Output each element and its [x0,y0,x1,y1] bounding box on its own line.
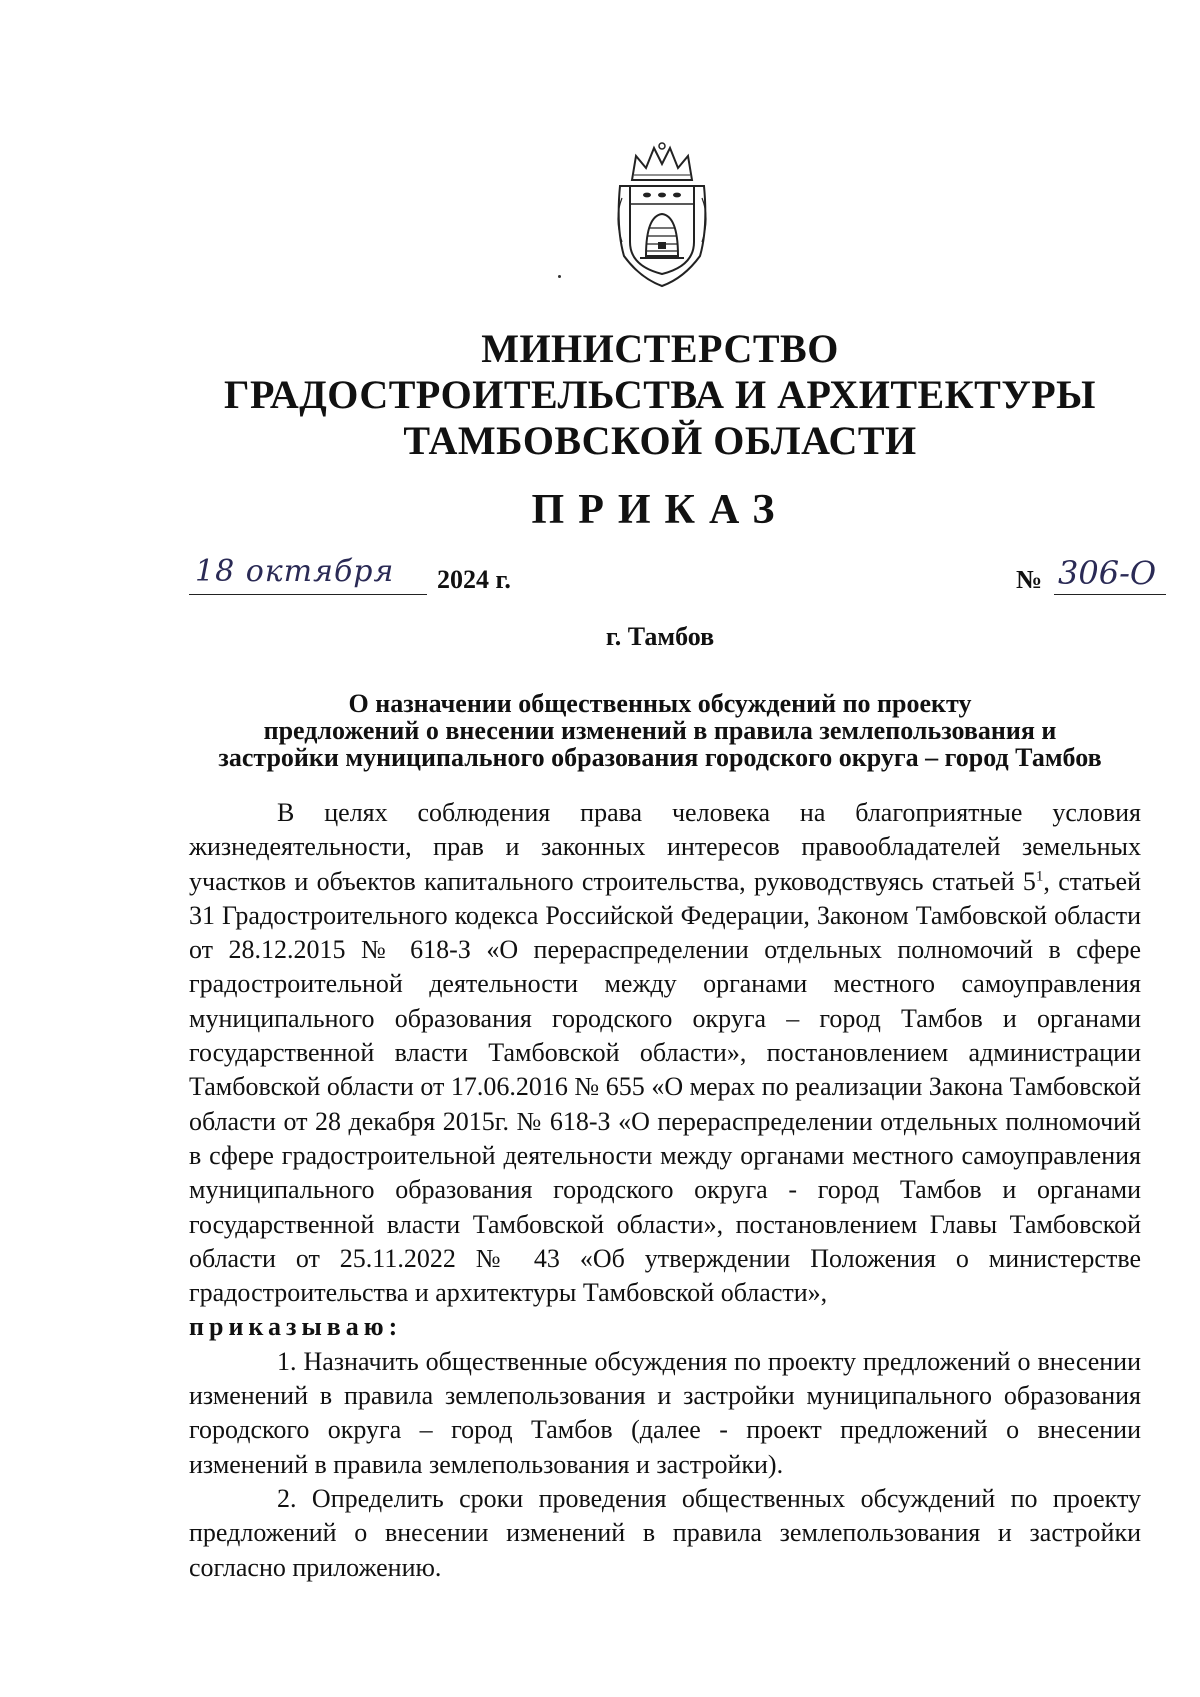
order-word-paragraph [189,1310,1141,1344]
preamble-text-1: В целях соблюдения права человека на благоприятные условия жизнедеятельности, прав и законных интересов правообладателей земельных участков и объектов капитального строительства, руководствуясь статьей 5 [189,798,1141,896]
ministry-name-line-2: ГРАДОСТРОИТЕЛЬСТВА И АРХИТЕКТУРЫ [224,372,1096,417]
scan-speck [558,275,561,278]
handwritten-number: 306-О [1058,554,1157,592]
city-of-issue: г. Тамбов [605,622,715,651]
preamble-text-2: , статьей 31 Градостроительного кодекса Российской Федерации, Законом Тамбовской области от 28.12.2015 № 618-З «О перераспределении отдельных полномочий в сфере градостроительной деятельности между органами местного самоуправления муниципального образования городского округа – город Тамбов и органами государственной власти Тамбовской области», постановлением администрации Тамбовской области от 17.06.2016 № 655 «О мерах по реализации Закона Тамбовской области от 28 декабря 2015г. № 618-З «О перераспределении отдельных полномочий в сфере градостроительной деятельности между органами местного самоуправления муниципального образования городского округа - город Тамбов и органами государственной власти Тамбовской области», постановлением Главы Тамбовской области от 25.11.2022 № 43 «Об утверждении Положения о министерстве градостроительства и архитектуры Тамбовской области», [189,866,1141,1308]
document-type-title: ПРИКАЗ [531,487,789,533]
ministry-name-line-3: ТАМБОВСКОЙ ОБЛАСТИ [403,418,917,463]
article-superscript: 1 [1035,867,1044,884]
order-item-2: 2. Определить сроки проведения общественных обсуждений по проекту предложений о внесении изменений в правила землепользования и застройки согласно приложению. [189,1483,1141,1582]
ministry-name-line-1: МИНИСТЕРСТВО [481,326,839,371]
subject-line-3: застройки муниципального образования городского округа – город Тамбов [218,743,1102,772]
handwritten-date-field [189,554,427,595]
order-subject [180,690,1140,771]
order-year: 2024 г. [437,565,511,594]
coat-of-arms-tambov-icon [612,138,712,288]
order-body [189,796,1141,1585]
handwritten-number-field [1054,554,1166,595]
order-item-1: 1. Назначить общественные обсуждения по проекту предложений о внесении изменений в правила землепользования и застройки муниципального образования городского округа – город Тамбов (далее - проект предложений о внесении изменений в правила землепользования и застройки). [189,1346,1141,1479]
order-word: приказываю: [189,1312,403,1342]
subject-line-1: О назначении общественных обсуждений по проекту [348,689,972,718]
number-sign: № [1016,565,1043,594]
handwritten-date: 18 октября [195,554,395,589]
subject-line-2: предложений о внесении изменений в правила землепользования и [263,716,1057,745]
preamble-paragraph [189,796,1141,1310]
